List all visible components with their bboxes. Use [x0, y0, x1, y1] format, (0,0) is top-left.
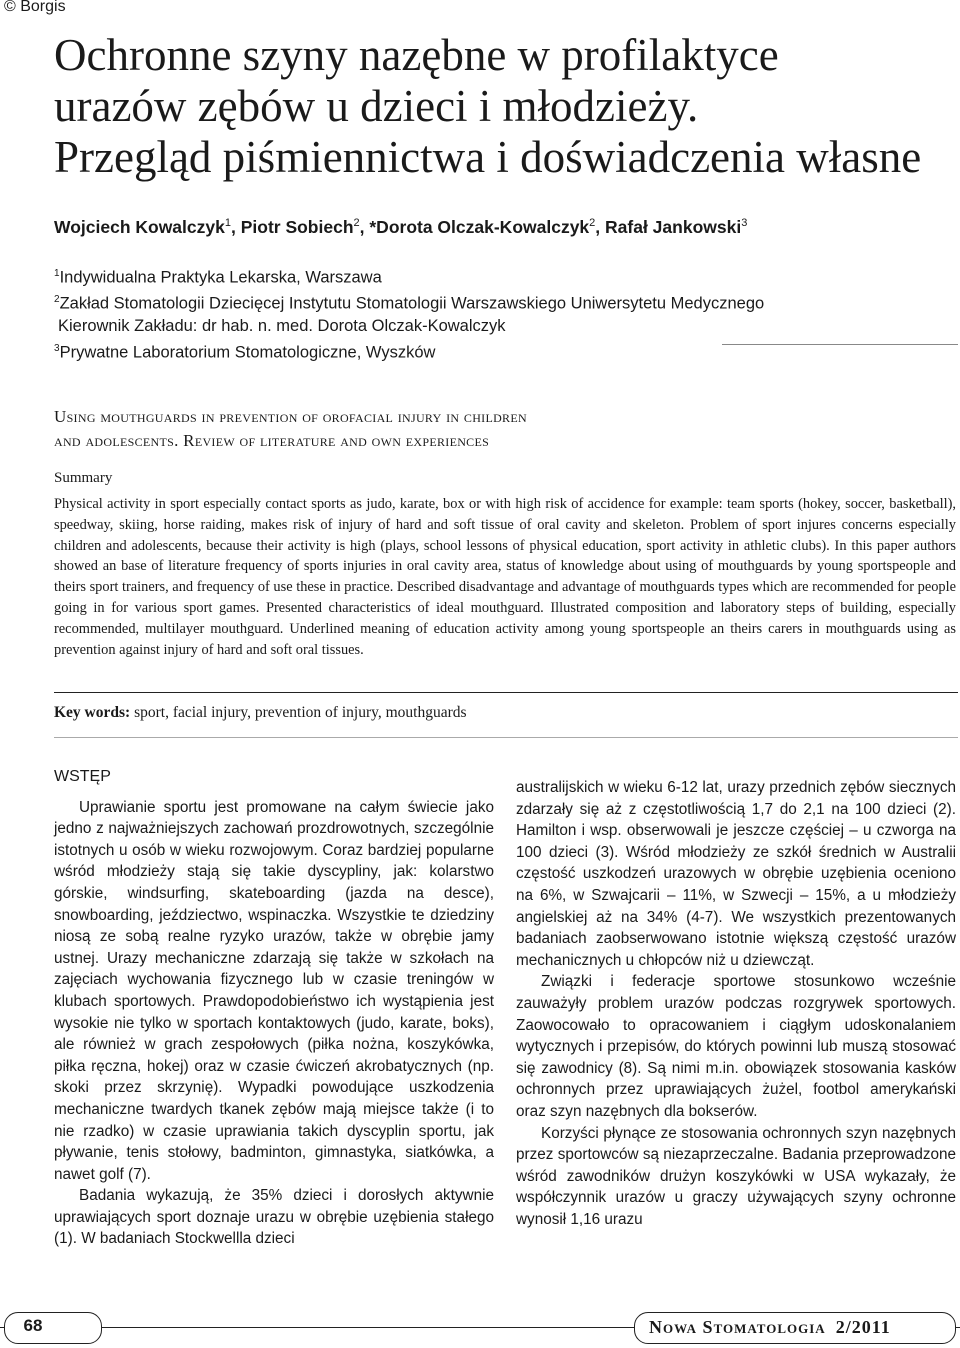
- article-title: [54, 30, 954, 183]
- author-separator: ,: [595, 217, 606, 237]
- section-heading: WSTĘP: [54, 768, 111, 785]
- journal-title: Nowa Stomatologia: [649, 1317, 826, 1337]
- affiliation-text: Zakład Stomatologii Dziecięcej Instytutu Stomatologii Warszawskiego Uniwersytetu Medycznego: [59, 294, 765, 313]
- body-paragraph: Związki i federacje sportowe stosunkowo wcześnie zauważyły problem urazów podczas rozgrywek sportowych. Zaowocowało to opracowaniem i ciągłym udoskonalaniem wytycznych i przepisów, do których powinni lub muszą stosować się zawodnicy (8). Są nimi m.in. obowiązek stosowania kasków ochronnych przez uprawiających żużel, footbol amerykański oraz szyn nazębnych dla bokserów.: [516, 973, 956, 1120]
- affiliation-divider: [722, 344, 958, 345]
- journal-box: [634, 1312, 956, 1344]
- author-name: *Dorota Olczak-Kowalczyk: [369, 217, 590, 237]
- author-affiliation-mark: 3: [741, 217, 748, 230]
- keywords: [54, 704, 467, 722]
- affiliation: [54, 338, 764, 364]
- page-footer: [0, 1308, 960, 1348]
- author-affiliation-mark: 2: [589, 217, 596, 230]
- body-column-left: [54, 766, 494, 1250]
- keywords-divider-top: [54, 692, 958, 693]
- copyright-notice: © Borgis: [4, 0, 66, 15]
- title-line: Ochronne szyny nazębne w profilaktyce: [54, 30, 779, 80]
- title-line: Przegląd piśmiennictwa i doświadczenia własne: [54, 132, 922, 182]
- body-paragraph: australijskich w wieku 6-12 lat, urazy przednich zębów siecznych zdarzały się aż z częstotliwością 1,7 do 2,1 na 100 dzieci (2). Hamilton i wsp. obserwowali je jeszcze częściej – u czworga na 100 dzieci (3). Wśród młodzieży ze szkół średnich w Australii częstość uszkodzeń urazowych w obrębie uzębienia oceniono na 6%, w Szwajcarii – 11%, w Szwecji – 15%, a u młodzieży angielskiej aż na 34% (4-7). We wszystkich prezentowanych badaniach zaobserwowano istotnie większą częstość urazów mechanicznych u chłopców niż u dziewcząt.: [516, 779, 956, 969]
- english-title-line: and adolescents. Review of literature and own experiences: [54, 431, 490, 450]
- keywords-divider-bottom: [54, 737, 958, 738]
- author-affiliation-mark: 2: [353, 217, 360, 230]
- english-title-line: Using mouthguards in prevention of orofacial injury in children: [54, 407, 527, 426]
- body-paragraph: Badania wykazują, że 35% dzieci i dorosłych aktywnie uprawiających sport doznaje urazu w obrębie uzębienia stałego (1). W badaniach Stockwellla dzieci: [54, 1187, 494, 1248]
- affiliation-text: Prywatne Laboratorium Stomatologiczne, Wyszków: [59, 343, 436, 361]
- affiliation: [54, 315, 764, 338]
- author-affiliation-mark: 1: [224, 217, 231, 230]
- summary-heading: Summary: [54, 470, 113, 486]
- affiliation-mark: 2: [54, 294, 60, 305]
- summary-text: Physical activity in sport especially contact sports as judo, karate, box or with high risk of accidence for example: team sports (hokey, soccer, basketball), speedway, skiing, horse raiding, makes risk of injury of hard and soft tissue of oral cavity and skeleton. Problem of sport injures concerns especially children and adolescents, because their activity is high (plays, school lessons of physical education, sport activity in athletic clubs). In this paper authors showed an base of literature frequency of sports injuries in oral cavity area, status of knowledge about using of mouthguards by young sportspeople and theirs sport trainers, and frequency of use these in practice. Described disadvantage and advantage of mouthguards types which are recommended for people going in for various sport games. Presented characteristics of ideal mouthguard. Illustrated composition and laboratory steps of building, especially recommended, multilayer mouthguard. Underlined meaning of education activity among young sportspeople an theirs carers in mouthguards using as prevention against injury of hard and soft oral tissues.: [54, 496, 956, 658]
- affiliation-mark: 1: [54, 268, 60, 279]
- author-separator: ,: [359, 217, 370, 237]
- title-line: urazów zębów u dzieci i młodzieży.: [54, 81, 699, 131]
- author-name: Wojciech Kowalczyk: [54, 217, 225, 237]
- author-name: Rafał Jankowski: [605, 217, 742, 237]
- affiliation-text: Indywidualna Praktyka Lekarska, Warszawa: [59, 268, 382, 287]
- author-list: [54, 217, 747, 238]
- keywords-label: Key words:: [54, 704, 131, 721]
- body-column-right: [516, 777, 956, 1230]
- affiliation: [54, 289, 764, 315]
- english-title: [54, 405, 934, 453]
- page-number-box: [4, 1312, 102, 1344]
- journal-name: [649, 1317, 891, 1338]
- affiliation-mark: 3: [54, 342, 60, 354]
- journal-issue: 2/2011: [835, 1317, 891, 1337]
- affiliation: [54, 263, 764, 289]
- affiliation-list: [54, 263, 764, 364]
- page-number: 68: [23, 1316, 43, 1335]
- author-separator: ,: [230, 217, 241, 237]
- body-paragraph: Korzyści płynące ze stosowania ochronnych szyn nazębnych przez sportowców są niezaprzeczalne. Badania przeprowadzone wśród zawodników drużyn koszykówki w USA wykazały, że współczynnik urazów u graczy używających szyny ochronne wynosił 1,16 urazu: [516, 1124, 956, 1228]
- author-name: Piotr Sobiech: [240, 217, 354, 237]
- body-paragraph: Uprawianie sportu jest promowane na całym świecie jako jedno z najważniejszych zachowań prozdrowotnych, szczególnie istotnych u osób w wieku rozwojowym. Coraz bardziej popularne wśród młodzieży stają się takie dyscypliny, jak: kolarstwo górskie, windsurfing, skateboarding (jazda na desce), snowboarding, jeździectwo, wspinaczka. Wszystkie te dziedziny niosą ze sobą realne ryzyko urazów, także w obrębie jamy ustnej. Urazy mechaniczne zdarzają się także w szkołach na zajęciach wychowania fizycznego lub w czasie treningów w klubach sportowych. Prawdopodobieństwo ich wystąpienia jest wysokie nie tylko w sportach kontaktowych (judo, karate, boks), ale również w grach zespołowych (piłka nożna, koszykówka, piłka ręczna, hokej) oraz w czasie ćwiczeń akrobatycznych (np. skoki przez skrzynię). Wypadki powodujące uszkodzenia mechaniczne twardych tkanek zębów mają miejsce także (i to nie rzadko) w czasie uprawiania takich dyscyplin sportu, jak pływanie, tenis stołowy, badminton, gimnastyka, siatkówka, a nawet golf (7).: [54, 798, 494, 1183]
- keywords-text: sport, facial injury, prevention of injury, mouthguards: [130, 704, 467, 721]
- affiliation-text: Kierownik Zakładu: dr hab. n. med. Dorota Olczak-Kowalczyk: [58, 317, 506, 335]
